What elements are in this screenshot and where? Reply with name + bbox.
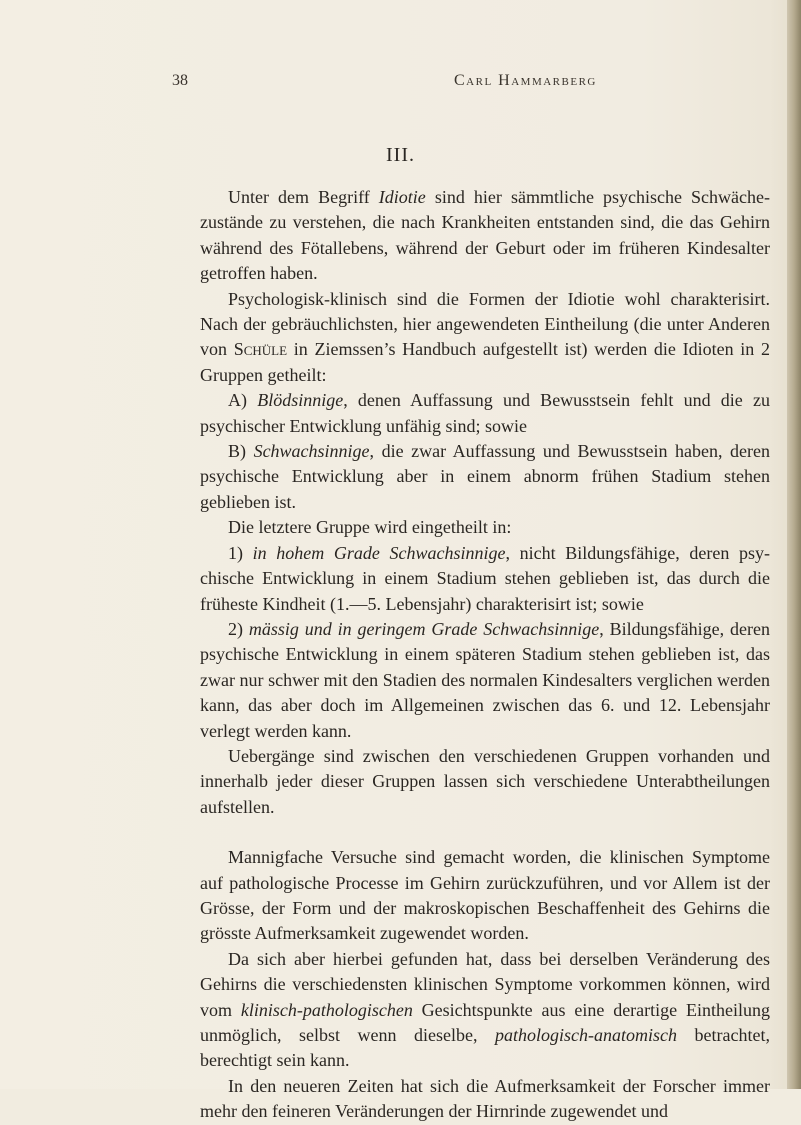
paragraph <box>200 617 770 744</box>
text-run: 2) <box>228 618 249 639</box>
emphasis-text: pathologisch-anatomisch <box>495 1025 678 1045</box>
text-run: , Bildungsfähige, deren psychische Entwicklung in einem späteren Stadium stehen geblieben ist, das zwar nur schwer mit den Stadien des normalen Kindesalters verglichen werden kann, das aber doch im Allgemeinen zwischen das 6. und 12. Lebensjahr verlegt werden kann. <box>200 618 771 741</box>
paragraph <box>200 947 770 1074</box>
body-text <box>200 185 770 1125</box>
paragraph <box>200 744 770 820</box>
paragraph <box>200 845 770 947</box>
emphasis-text: Schwachsinnige <box>253 441 370 462</box>
text-run: in Ziemssen’s Handbuch aufgestellt ist) werden die Idioten in 2 Gruppen getheilt: <box>200 339 771 385</box>
text-run: betrachtet, berechtigt sein kann. <box>200 1025 770 1071</box>
paragraph <box>200 287 770 389</box>
text-run: Die letztere Gruppe wird eingetheilt in: <box>228 517 512 538</box>
emphasis-text: Idiotie <box>378 187 426 207</box>
paragraph <box>200 185 770 287</box>
section-heading: III. <box>386 144 415 166</box>
text-run: Unter dem Begriff <box>228 187 379 207</box>
paragraph <box>200 515 770 540</box>
text-run: Gesichtspunkte aus eine derartige Eintheilung unmöglich, selbst wenn dieselbe, <box>200 999 770 1045</box>
paragraph <box>200 439 770 515</box>
paragraph <box>200 1074 770 1125</box>
page-number: 38 <box>172 72 188 89</box>
text-run: , nicht Bildungsfähige, deren psychische Entwicklung in einem Stadium stehen geblieben ist, das durch die früheste Kindheit (1.—5. Lebensjahr) charakterisirt ist; sowie <box>200 542 771 614</box>
text-run: sind hier sämmtliche psychische Schwächezustände zu verstehen, die nach Krankheiten entstanden sind, die das Gehirn während des Fötallebens, während der Geburt oder im früheren Kindesalter getroffen haben. <box>200 187 770 284</box>
paragraph <box>200 541 770 617</box>
text-run: , denen Auffassung und Bewusstsein fehlt und die zu psychischer Entwicklung unfähig sind; sowie <box>200 390 770 436</box>
emphasis-text: Blödsinnige <box>257 390 344 411</box>
text-run: , die zwar Auffassung und Bewusstsein haben, deren psychische Entwicklung aber in einem abnorm frühen Stadium stehen geblieben ist. <box>200 441 770 512</box>
text-run: Mannigfache Versuche sind gemacht worden, die klinischen Symptome auf pathologische Processe im Gehirn zurückzuführen, und vor Allem ist der Grösse, der Form und der makroskopischen Beschaffenheit des Gehirns die grösste Aufmerksamkeit zugewendet worden. <box>200 847 770 944</box>
paragraph <box>200 388 770 439</box>
emphasis-text: in hohem Grade Schwachsinnige <box>252 542 506 563</box>
text-run: Da sich aber hierbei gefunden hat, dass bei derselben Veränderung des Gehirns die verschiedensten klinischen Symptome vorkommen können, wird vom <box>200 948 770 1020</box>
emphasis-text: mässig und in geringem Grade Schwachsinnige <box>248 618 600 639</box>
text-run: 1) <box>228 542 253 563</box>
author-name: Schüle <box>233 339 288 360</box>
running-title: Carl Hammarberg <box>454 72 597 89</box>
text-run: Uebergänge sind zwischen den verschiedenen Gruppen vorhanden und innerhalb jeder dieser Gruppen lassen sich verschiedene Unterabtheilungen aufstellen. <box>200 745 770 817</box>
text-run: A) <box>228 390 258 411</box>
emphasis-text: klinisch-pathologischen <box>240 999 413 1020</box>
text-run: B) <box>228 441 254 462</box>
text-run: Psychologisk-klinisch sind die Formen der Idiotie wohl charakterisirt. Nach der gebräuchlichsten, hier angewendeten Eintheilung (die unter Anderen von <box>200 288 770 360</box>
page-edge-shadow <box>787 0 801 1089</box>
text-run: In den neueren Zeiten hat sich die Aufmerksamkeit der Forscher immer mehr den feineren Veränderungen der Hirnrinde zugewendet und <box>200 1075 770 1122</box>
